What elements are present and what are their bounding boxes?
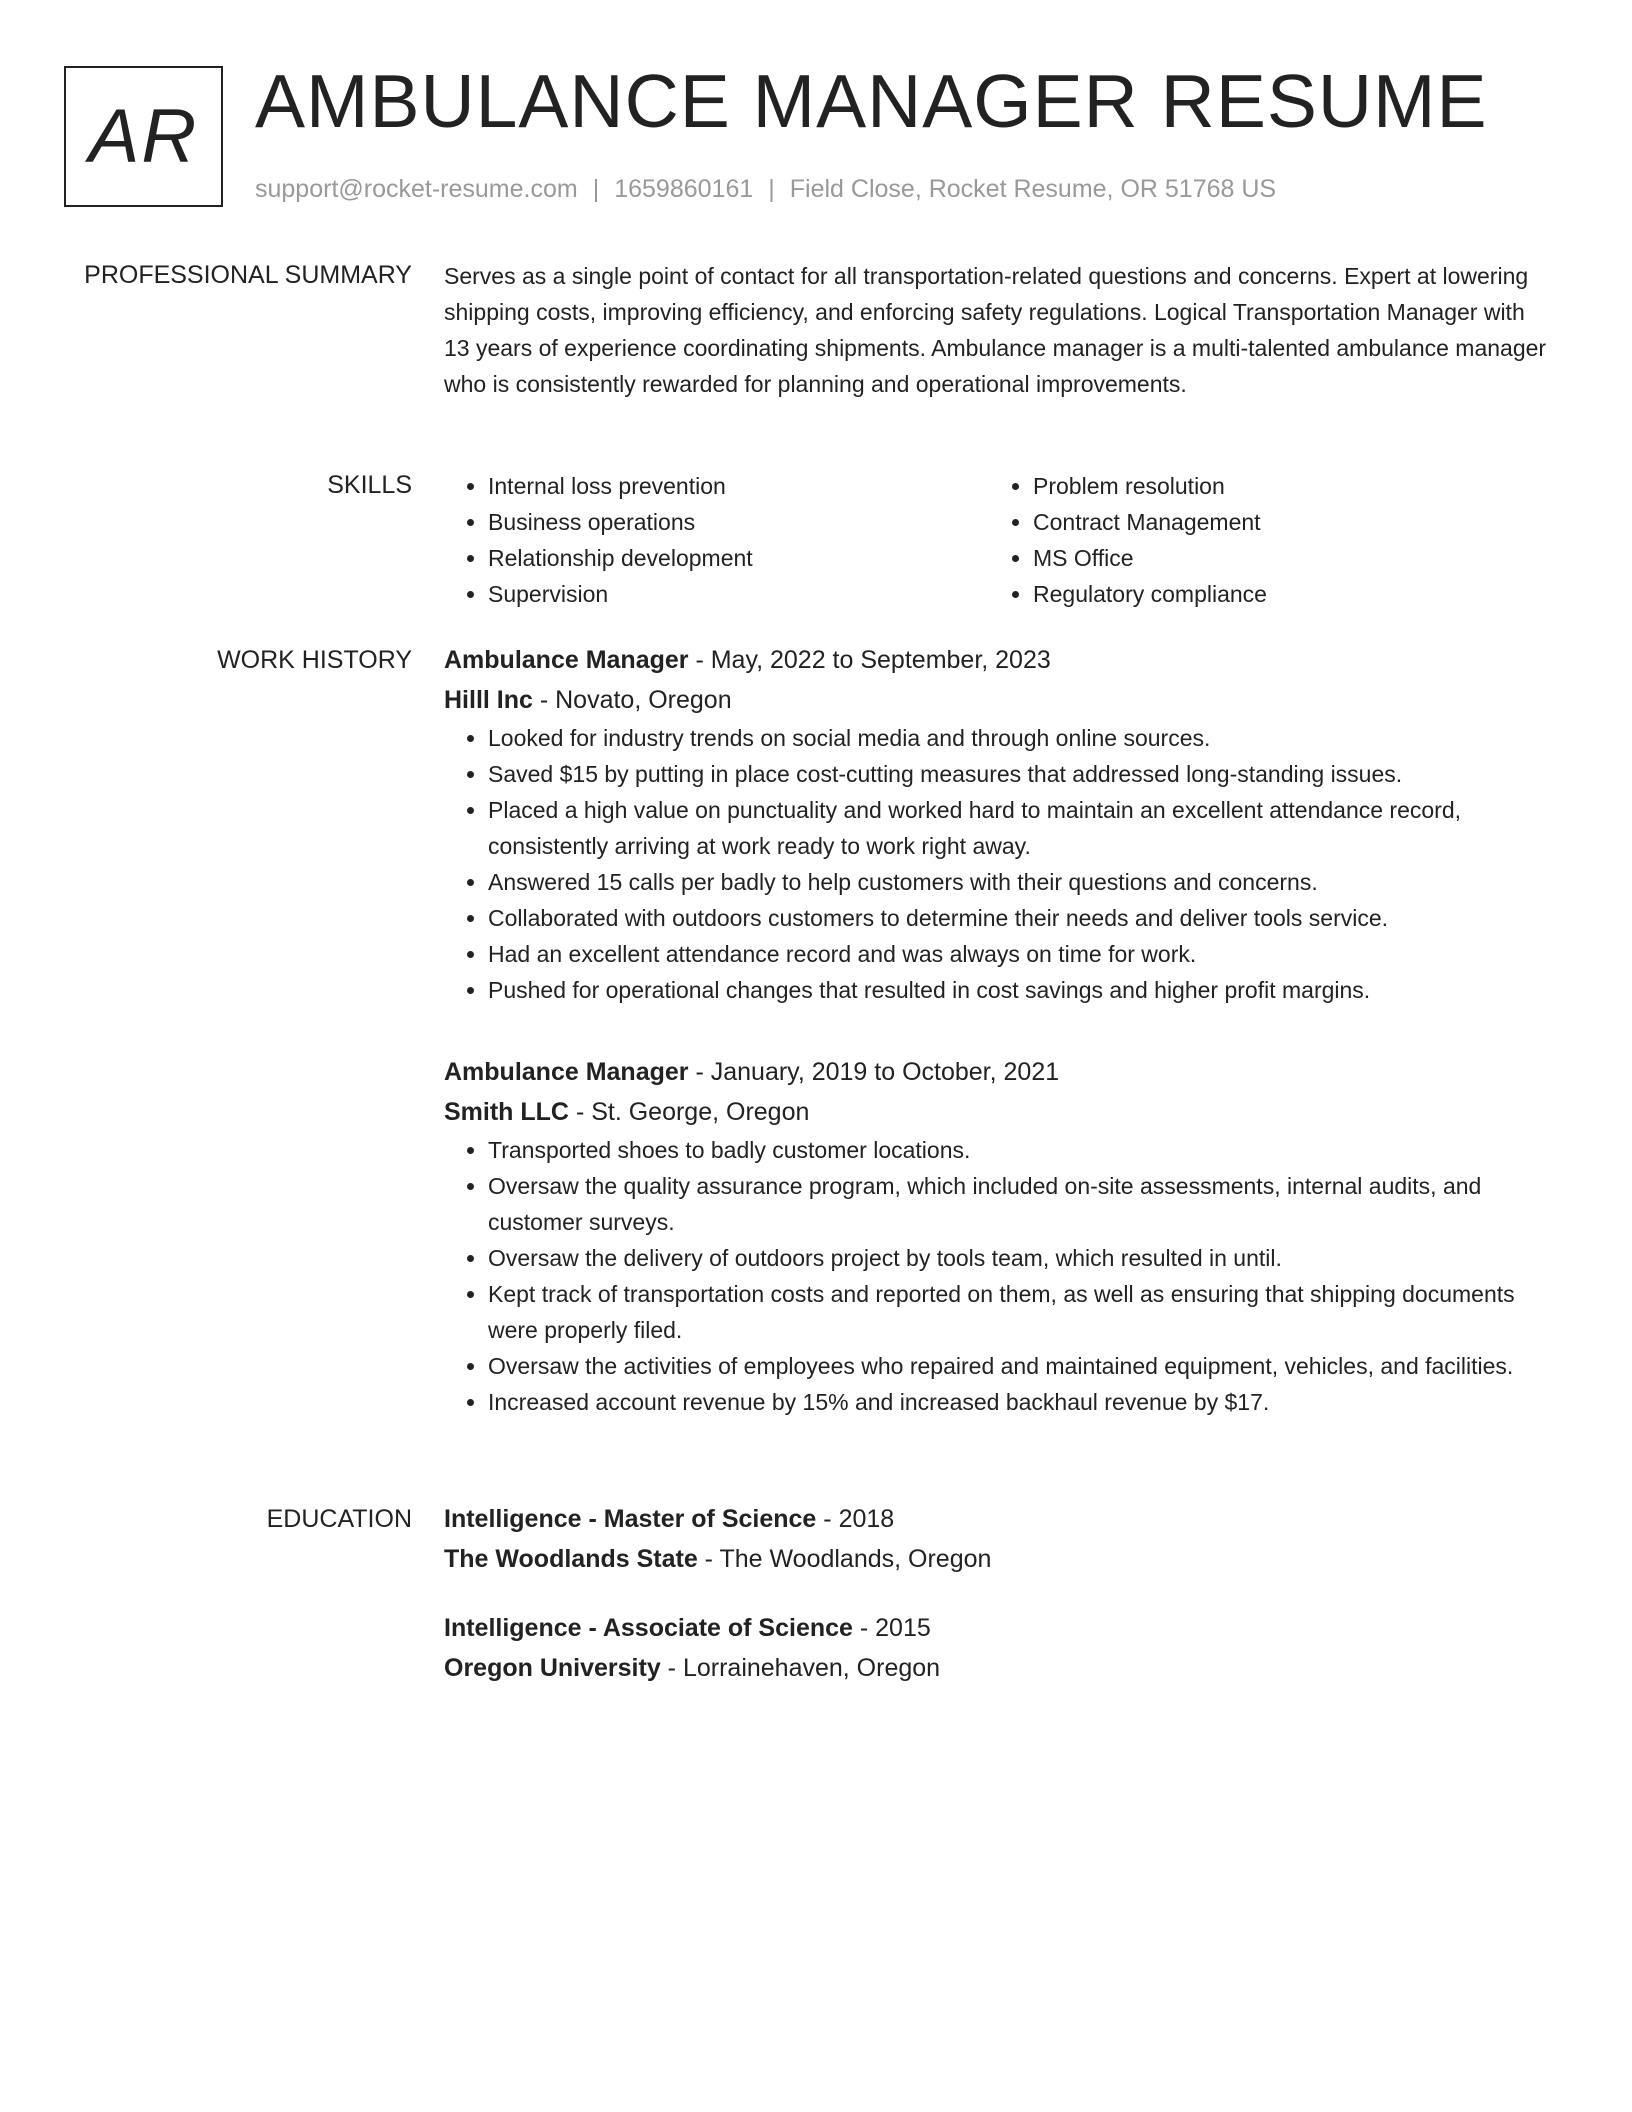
resume-title: AMBULANCE MANAGER RESUME [255, 59, 1488, 143]
job-title-line [444, 640, 1554, 680]
contact-separator: | [768, 175, 775, 203]
job-title: Ambulance Manager [444, 646, 689, 674]
education-entry [444, 1499, 1554, 1579]
job-bullet: • Collaborated with outdoors customers to determine their needs and deliver tools service. [488, 900, 1554, 936]
job-title-line [444, 1052, 1554, 1092]
job-location: St. George, Oregon [591, 1098, 810, 1126]
job-bullet: • Pushed for operational changes that resulted in cost savings and higher profit margins. [488, 972, 1554, 1008]
contact-address: Field Close, Rocket Resume, OR 51768 US [789, 175, 1277, 203]
dash: - [688, 646, 711, 674]
job-company-line [444, 680, 1554, 720]
school-line [444, 1648, 1554, 1688]
skills-grid [444, 468, 1554, 612]
dash: - [660, 1654, 683, 1682]
school: The Woodlands State [444, 1545, 698, 1573]
dash: - [532, 686, 556, 714]
contact-email[interactable]: support@rocket-resume.com [255, 175, 578, 203]
school-line [444, 1539, 1554, 1579]
job-bullet: • Oversaw the activities of employees who repaired and maintained equipment, vehicles, and facilities. [488, 1348, 1554, 1384]
education-heading: EDUCATION [266, 1505, 412, 1533]
job-entry [444, 1052, 1554, 1420]
summary-body [444, 258, 1554, 402]
job-location: Novato, Oregon [555, 686, 732, 714]
job-bullet: • Answered 15 calls per badly to help customers with their questions and concerns. [488, 864, 1554, 900]
job-bullet: • Looked for industry trends on social media and through online sources. [488, 720, 1554, 756]
degree-line [444, 1499, 1554, 1539]
job-dates: January, 2019 to October, 2021 [710, 1058, 1060, 1086]
degree-year: 2018 [838, 1505, 895, 1533]
job-company-line [444, 1092, 1554, 1132]
skill-item: • Problem resolution [1033, 468, 1534, 504]
job-bullets [444, 1132, 1554, 1420]
summary-heading: PROFESSIONAL SUMMARY [84, 261, 412, 289]
job-title: Ambulance Manager [444, 1058, 689, 1086]
skills-list-left [444, 468, 989, 612]
skill-item: • Relationship development [488, 540, 989, 576]
skill-item: • Supervision [488, 576, 989, 612]
skills-list-right [989, 468, 1534, 612]
dash: - [816, 1505, 839, 1533]
job-bullet: • Placed a high value on punctuality and worked hard to maintain an excellent attendance record, consistently arriving at work ready to work right away. [488, 792, 1554, 864]
degree-year: 2015 [875, 1614, 931, 1642]
job-bullet: • Had an excellent attendance record and was always on time for work. [488, 936, 1554, 972]
skill-item: • Internal loss prevention [488, 468, 989, 504]
work-history-heading: WORK HISTORY [217, 646, 412, 674]
summary-text: Serves as a single point of contact for all transportation-related questions and concerns. Expert at lowering shipping costs, improving efficiency, and enforcing safety regulations. Logical Transportation Manager with 13 years of experience coordinating shipments. Ambulance manager is a multi-talented ambulance manager who is consistently rewarded for planning and operational improvements. [444, 263, 1547, 397]
job-bullet: • Saved $15 by putting in place cost-cutting measures that addressed long-standing issues. [488, 756, 1554, 792]
degree: Intelligence - Associate of Science [444, 1614, 853, 1642]
skill-item: • Contract Management [1033, 504, 1534, 540]
skill-item: • Business operations [488, 504, 989, 540]
school: Oregon University [444, 1654, 661, 1682]
job-bullet: • Oversaw the quality assurance program, which included on-site assessments, internal audits, and customer surveys. [488, 1168, 1554, 1240]
skill-item: • MS Office [1033, 540, 1534, 576]
job-bullet: • Kept track of transportation costs and reported on them, as well as ensuring that shipping documents were properly filed. [488, 1276, 1554, 1348]
dash: - [852, 1614, 876, 1642]
skill-item: • Regulatory compliance [1033, 576, 1534, 612]
monogram-logo: AR [64, 66, 223, 207]
dash: - [569, 1098, 592, 1126]
degree: Intelligence - Master of Science [444, 1505, 817, 1533]
job-dates: May, 2022 to September, 2023 [710, 646, 1051, 674]
skills-heading: SKILLS [327, 471, 412, 499]
contact-line [255, 174, 1276, 204]
education-entry [444, 1608, 1554, 1688]
school-location: The Woodlands, Oregon [719, 1545, 992, 1573]
job-entry [444, 640, 1554, 1008]
job-bullet: • Transported shoes to badly customer locations. [488, 1132, 1554, 1168]
contact-separator: | [592, 175, 600, 203]
job-bullets [444, 720, 1554, 1008]
job-bullet: • Oversaw the delivery of outdoors project by tools team, which resulted in until. [488, 1240, 1554, 1276]
job-company: Hilll Inc [444, 686, 533, 714]
job-company: Smith LLC [444, 1098, 569, 1126]
dash: - [697, 1545, 720, 1573]
degree-line [444, 1608, 1554, 1648]
contact-phone[interactable]: 1659860161 [614, 175, 754, 203]
school-location: Lorrainehaven, Oregon [682, 1654, 941, 1682]
job-bullet: • Increased account revenue by 15% and increased backhaul revenue by $17. [488, 1384, 1554, 1420]
dash: - [688, 1058, 711, 1086]
